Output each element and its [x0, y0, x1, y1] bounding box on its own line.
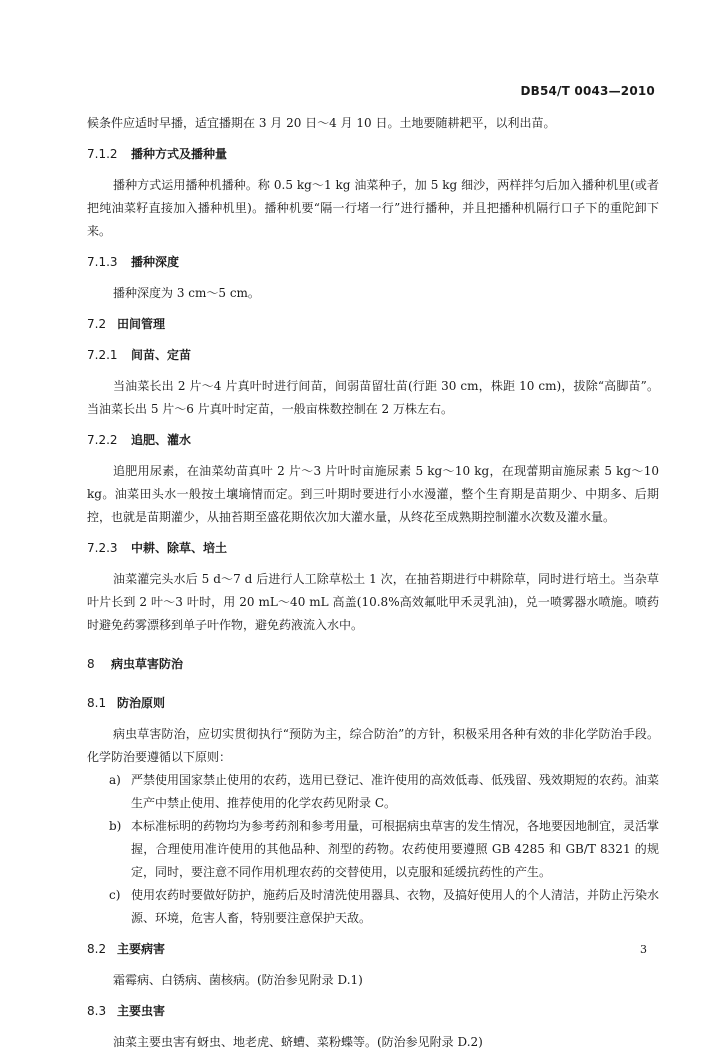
heading-8 — [87, 653, 659, 676]
heading-title: 病虫草害防治 — [111, 657, 184, 671]
heading-number: 7.2.1 — [87, 348, 118, 362]
list-marker: a) — [109, 773, 121, 787]
paragraph-continuation: 候条件应适时早播，适宜播期在 3 月 20 日～4 月 10 日。土地要随耕耙平，以利出苗。 — [87, 116, 556, 130]
heading-title: 田间管理 — [117, 317, 166, 331]
heading-title: 中耕、除草、培土 — [131, 541, 228, 555]
paragraph-sowing-method: 播种方式运用播种机播种。称 0.5 kg～1 kg 油菜种子，加 5 kg 细沙，两样拌匀后加入播种机里(或者把纯油菜籽直接加入播种机里)。播种机要“隔一行堵一行”进行播种，并且把播种机隔行口子下的重陀卸下来。 — [87, 178, 659, 238]
heading-number: 7.1.3 — [87, 255, 118, 269]
heading-7-2 — [87, 313, 659, 336]
list-item-text: 使用农药时要做好防护，施药后及时清洗使用器具、衣物，及搞好使用人的个人清洁，并防止污染水源、环境，危害人畜，特别要注意保护天敌。 — [131, 888, 660, 925]
heading-8-1 — [87, 692, 659, 715]
page-number: 3 — [640, 943, 647, 956]
heading-7-1-3 — [87, 251, 659, 274]
heading-title: 间苗、定苗 — [131, 348, 192, 362]
heading-number: 8.2 — [87, 942, 107, 956]
heading-8-2 — [87, 938, 659, 961]
heading-title: 追肥、灌水 — [131, 433, 192, 447]
heading-7-2-2 — [87, 429, 659, 452]
heading-title: 播种深度 — [131, 255, 180, 269]
paragraph-sowing-depth: 播种深度为 3 cm～5 cm。 — [113, 286, 260, 300]
heading-number: 7.2 — [87, 317, 107, 331]
heading-title: 防治原则 — [117, 696, 166, 710]
heading-number: 8 — [87, 657, 95, 671]
list-marker: c) — [109, 888, 121, 902]
heading-number: 7.2.2 — [87, 433, 118, 447]
list-item-text: 本标准标明的药物均为参考药剂和参考用量，可根据病虫草害的发生情况，各地要因地制宜，灵活掌握，合理使用准许使用的其他品种、剂型的药物。农药使用要遵照 GB 4285 和 GB/T 8321 的规定，同时，要注意不同作用机理农药的交替使用，以克服和延缓抗药性的产生。 — [131, 819, 660, 879]
heading-number: 8.1 — [87, 696, 107, 710]
list-item-text: 严禁使用国家禁止使用的农药，选用已登记、准许使用的高效低毒、低残留、残效期短的农药。油菜生产中禁止使用、推荐使用的化学农药见附录 C。 — [131, 773, 660, 810]
heading-7-1-2 — [87, 143, 659, 166]
paragraph-diseases: 霜霉病、白锈病、菌核病。(防治参见附录 D.1) — [113, 973, 363, 987]
principles-list — [87, 769, 659, 930]
heading-title: 主要病害 — [117, 942, 166, 956]
paragraph-pests: 油菜主要虫害有蚜虫、地老虎、蛴螬、菜粉蝶等。(防治参见附录 D.2) — [113, 1035, 483, 1049]
document-body — [87, 112, 659, 1054]
paragraph-principles: 病虫草害防治，应切实贯彻执行“预防为主，综合防治”的方针，积极采用各种有效的非化学防治手段。化学防治要遵循以下原则： — [87, 727, 659, 764]
heading-7-2-1 — [87, 344, 659, 367]
paragraph-thinning: 当油菜长出 2 片～4 片真叶时进行间苗，间弱苗留壮苗(行距 30 cm，株距 10 cm)，拔除“高脚苗”。当油菜长出 5 片～6 片真叶时定苗，一般亩株数控制在 2 万株左右。 — [87, 379, 659, 416]
heading-title: 播种方式及播种量 — [131, 147, 228, 161]
heading-number: 7.1.2 — [87, 147, 118, 161]
heading-7-2-3 — [87, 537, 659, 560]
heading-number: 8.3 — [87, 1004, 107, 1018]
list-item — [87, 884, 659, 930]
list-item — [87, 769, 659, 815]
heading-title: 主要虫害 — [117, 1004, 166, 1018]
paragraph-weeding: 油菜灌完头水后 5 d～7 d 后进行人工除草松土 1 次，在抽苔期进行中耕除草，同时进行培土。当杂草叶片长到 2 叶～3 叶时，用 20 mL～40 mL 高盖(10.8%高效氟吡甲禾灵乳油)，兑一喷雾器水喷施。喷药时避免药雾漂移到单子叶作物，避免药液流入水中。 — [87, 572, 659, 632]
list-item — [87, 815, 659, 884]
paragraph-fertilizing: 追肥用尿素，在油菜幼苗真叶 2 片～3 片叶时亩施尿素 5 kg～10 kg，在现蕾期亩施尿素 5 kg～10 kg。油菜田头水一般按土壤墒情而定。到三叶期时要进行小水漫灌，整个生育期是苗期少、中期多、后期控，也就是苗期灌少，从抽苔期至盛花期依次加大灌水量，从终花至成熟期控制灌水次数及灌水量。 — [87, 464, 659, 524]
heading-8-3 — [87, 1000, 659, 1023]
standard-code: DB54/T 0043—2010 — [520, 84, 655, 98]
list-marker: b) — [109, 819, 122, 833]
heading-number: 7.2.3 — [87, 541, 118, 555]
